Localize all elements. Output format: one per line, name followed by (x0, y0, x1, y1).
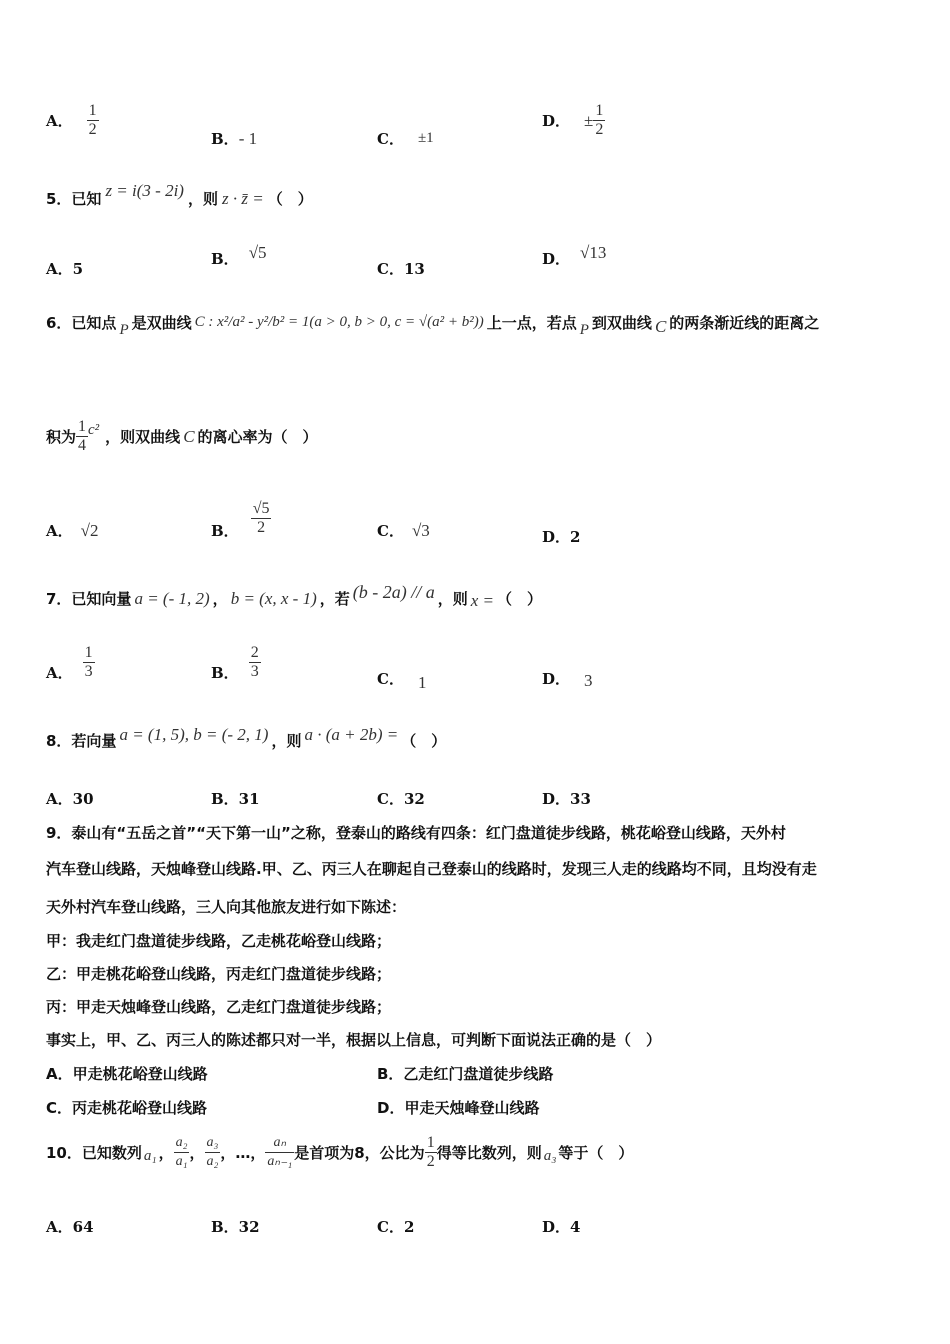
fraction: $\frac{√5}{2}$ (252, 500, 270, 536)
question-5-stem (46, 180, 313, 209)
q10-option-c: C．2 (377, 1218, 415, 1236)
stem-text: 等于（ ） (558, 1144, 634, 1162)
q6-option-c (377, 520, 430, 541)
stem-text: ， (158, 1144, 174, 1162)
option-label: C． (377, 670, 404, 688)
stem-text: ，…， (220, 1144, 266, 1162)
question-6-stem (46, 312, 820, 338)
q4-option-c (377, 128, 434, 149)
q10-option-d: D．4 (542, 1218, 581, 1236)
stem-text: 上一点，若点 (486, 314, 577, 332)
fraction: $\frac{\text{aₙ}}{\text{aₙ₋₁}}$ (267, 1135, 293, 1169)
option-label: D． (542, 112, 571, 130)
q6-option-d: D．2 (542, 528, 581, 546)
q10-option-a: A．64 (46, 1218, 94, 1236)
q8-option-d: D．33 (542, 790, 591, 808)
curve-c: C (654, 316, 667, 336)
option-value: 3 (584, 670, 593, 690)
option-value: √5 (248, 242, 267, 262)
formula: x = (470, 590, 495, 610)
q4-option-b (211, 128, 257, 149)
option-label: B． (211, 664, 239, 682)
stem-text: 6．已知点 (46, 314, 117, 332)
fraction: $\frac{\text{a₃}}{\text{a₂}}$ (206, 1135, 219, 1169)
stem-text: 5．已知 (46, 190, 102, 208)
q9-option-b: B．乙走红门盘道徒步线路 (377, 1065, 554, 1083)
vector-b: b = (x, x - 1) (230, 588, 317, 608)
question-9-prompt: 事实上，甲、乙、丙三人的陈述都只对一半，根据以上信息，可判断下面说法正确的是（ ） (46, 1031, 662, 1049)
question-6-stem-line2 (46, 418, 318, 455)
option-value: √13 (580, 242, 607, 262)
stem-text: ， (212, 590, 228, 608)
stem-text: 的离心率为（ ） (197, 428, 318, 446)
q6-option-a (46, 520, 98, 541)
option-value: - 1 (238, 128, 258, 148)
q5-option-c: C．13 (377, 260, 425, 278)
answer-blank: （ ） (401, 732, 447, 750)
question-9-statement-jia: 甲：我走红门盘道徒步线路，乙走桃花峪登山线路； (46, 932, 392, 950)
answer-blank: （ ） (497, 590, 543, 608)
option-value: ±1 (417, 130, 434, 146)
stem-text: ，则 (187, 190, 218, 208)
stem-text: 得等比数列，则 (436, 1144, 542, 1162)
q7-option-b (211, 644, 261, 681)
question-10-stem (46, 1134, 633, 1171)
parallel-condition: (b - 2a) // a (352, 582, 435, 602)
c-squared: c² (88, 422, 100, 438)
option-value: √2 (80, 520, 99, 540)
option-label: B． (211, 250, 239, 268)
fraction: $\frac{1}{2}$ (88, 102, 97, 138)
option-label: B． (211, 522, 239, 540)
option-label: A． (46, 664, 73, 682)
question-8-stem (46, 724, 447, 751)
q8-option-b: B．31 (211, 790, 260, 808)
point-p: P (579, 322, 589, 338)
term-a1: a₁ (143, 1148, 157, 1164)
q5-option-a: A．5 (46, 260, 84, 278)
stem-text: 的两条渐近线的距离之 (669, 314, 820, 332)
q8-option-c: C．32 (377, 790, 425, 808)
stem-text: 积为 (46, 428, 77, 446)
stem-text: 是双曲线 (131, 314, 192, 332)
q5-option-d (542, 242, 607, 269)
option-label: D． (542, 670, 571, 688)
q9-option-c: C．丙走桃花峪登山线路 (46, 1099, 208, 1117)
fraction: $\frac{1}{2}$ (426, 1134, 435, 1170)
fraction: $\frac{\text{a₂}}{\text{a₁}}$ (175, 1135, 188, 1169)
q5-option-b (211, 242, 267, 269)
stem-text: ， (189, 1144, 205, 1162)
option-label: C． (377, 522, 404, 540)
question-7-stem (46, 582, 543, 610)
q10-option-b: B．32 (211, 1218, 260, 1236)
stem-text: 是首项为8，公比为 (294, 1144, 425, 1162)
formula: a = (1, 5), b = (- 2, 1) (119, 724, 269, 744)
question-9-line-3: 天外村汽车登山线路，三人向其他旅友进行如下陈述： (46, 898, 407, 916)
q7-option-a (46, 644, 95, 681)
formula: a · (a + 2b) = (304, 724, 399, 744)
q9-option-a: A．甲走桃花峪登山线路 (46, 1065, 208, 1083)
fraction: $\frac{1}{4}$ (78, 418, 87, 454)
question-9-line-2: 汽车登山线路，天烛峰登山线路.甲、乙、丙三人在聊起自己登泰山的线路时，发现三人走的线路均不同，且均没有走 (46, 860, 817, 878)
vector-a: a = (- 1, 2) (134, 588, 210, 608)
q4-option-a (46, 102, 99, 139)
stem-text: ，则 (271, 732, 302, 750)
stem-text: ，若 (319, 590, 350, 608)
option-value: 1 (417, 672, 427, 692)
stem-text: 8．若向量 (46, 732, 117, 750)
q6-option-b (211, 500, 271, 540)
question-9-line-1: 9．泰山有“五岳之首”“天下第一山”之称，登泰山的路线有四条：红门盘道徒步线路，桃花峪登山线路，天外村 (46, 824, 786, 842)
stem-text: 到双曲线 (591, 314, 652, 332)
q8-option-a: A．30 (46, 790, 94, 808)
stem-text: ，则 (437, 590, 468, 608)
hyperbola-formula: C : x²/a² - y²/b² = 1(a > 0, b > 0, c = √(a² + b²)) (194, 314, 484, 330)
option-label: B． (211, 130, 239, 148)
q4-option-d (542, 102, 605, 139)
fraction: $\frac{2}{3}$ (250, 644, 259, 680)
option-label: A． (46, 522, 73, 540)
formula: z = i(3 - 2i) (105, 180, 184, 200)
curve-c: C (183, 426, 195, 446)
question-9-statement-yi: 乙：甲走桃花峪登山线路，丙走红门盘道徒步线路； (46, 965, 392, 983)
q9-option-d: D．甲走天烛峰登山线路 (377, 1099, 540, 1117)
q7-option-c (377, 668, 427, 692)
plus-minus-sign: ± (584, 110, 594, 130)
option-label: C． (377, 130, 404, 148)
option-value: √3 (411, 520, 430, 540)
stem-text: 7．已知向量 (46, 590, 132, 608)
option-label: A． (46, 112, 73, 130)
fraction: $\frac{1}{2}$ (595, 102, 604, 138)
term-a3: a₃ (543, 1148, 557, 1164)
option-label: D． (542, 250, 571, 268)
question-9-statement-bing: 丙：甲走天烛峰登山线路，乙走红门盘道徒步线路； (46, 998, 392, 1016)
q7-option-d (542, 668, 593, 689)
point-p: P (119, 322, 129, 338)
stem-text: ，则双曲线 (105, 428, 181, 446)
fraction: $\frac{1}{3}$ (84, 644, 93, 680)
answer-blank: （ ） (267, 190, 313, 208)
stem-text: 10．已知数列 (46, 1144, 142, 1162)
formula: z · z̄ = (221, 188, 264, 208)
